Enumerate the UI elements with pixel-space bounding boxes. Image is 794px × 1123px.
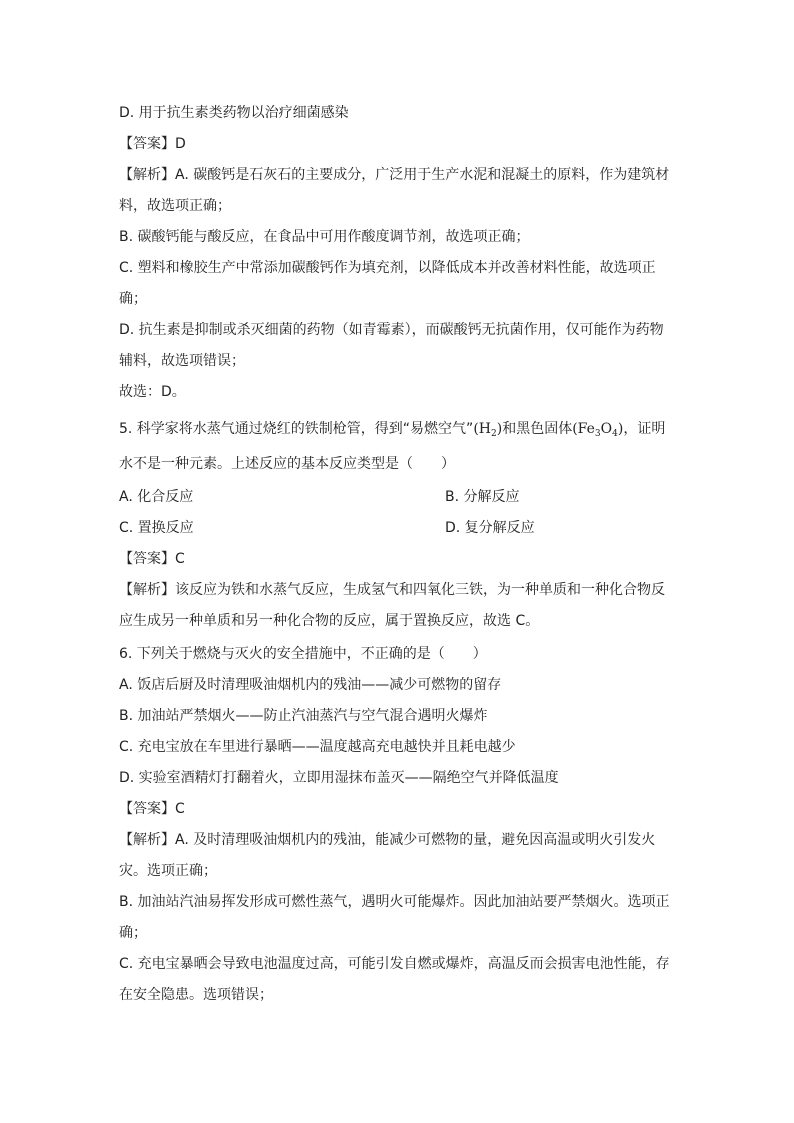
q5-option-a: A. 化合反应	[119, 489, 194, 505]
analysis-4-line-3: B. 碳酸钙能与酸反应，在食品中可用作酸度调节剂，故选项正确；	[119, 229, 530, 245]
analysis-6-line-3: B. 加油站汽油易挥发形成可燃性蒸气，遇明火可能爆炸。因此加油站要严禁烟火。选项正	[119, 894, 670, 910]
answer-label-6: 【答案】C	[119, 801, 185, 817]
o-symbol: O	[600, 421, 613, 437]
analysis-4-line-7: 辅料，故选项错误；	[119, 353, 245, 369]
analysis-4-line-5: 确；	[119, 291, 147, 307]
fe-subscript: 3	[594, 429, 601, 439]
hydrogen-formula: $(H_2)$	[473, 421, 503, 439]
analysis-6-line-2: 灾。选项正确；	[119, 863, 217, 879]
analysis-4-conclusion: 故选：D。	[119, 384, 186, 400]
q5-stem-part-c: ，证明	[623, 421, 666, 437]
analysis-4-line-6: D. 抗生素是抑制或杀灭细菌的药物（如青霉素），而碳酸钙无抗菌作用，仅可能作为药物	[119, 322, 664, 338]
analysis-6-line-4: 确；	[119, 925, 147, 941]
answer-label-5: 【答案】C	[119, 551, 185, 567]
analysis-5-line-1: 【解析】该反应为铁和水蒸气反应，生成氢气和四氧化三铁，为一种单质和一种化合物反	[119, 582, 665, 598]
fe3o4-formula: $(Fe_3O_4)$	[572, 421, 624, 439]
question-6-stem: 6. 下列关于燃烧与灭火的安全措施中，不正确的是（ ）	[119, 646, 487, 662]
analysis-4-line-1: 【解析】A. 碳酸钙是石灰石的主要成分，广泛用于生产水泥和混凝土的原料，作为建筑材	[119, 167, 670, 183]
analysis-6-line-1: 【解析】A. 及时清理吸油烟机内的残油，能减少可燃物的量，避免因高温或明火引发火	[119, 832, 656, 848]
q5-option-c: C. 置换反应	[119, 520, 194, 536]
h-symbol: H	[478, 421, 491, 437]
q5-option-b: B. 分解反应	[445, 489, 520, 505]
o-subscript: 4	[612, 429, 618, 439]
analysis-6-line-5: C. 充电宝暴晒会导致电池温度过高，可能引发自燃或爆炸，高温反而会损害电池性能，存	[119, 956, 670, 972]
question-5-stem-line-2: 水不是一种元素。上述反应的基本反应类型是（ ）	[119, 456, 455, 472]
analysis-6-line-6: 在安全隐患。选项错误；	[119, 987, 273, 1003]
q5-stem-part-b: 和黑色固体	[502, 421, 573, 437]
h-subscript: 2	[491, 429, 497, 439]
q5-stem-part-a: 5. 科学家将水蒸气通过烧红的铁制枪管，得到“易燃空气”	[119, 421, 474, 437]
analysis-4-line-4: C. 塑料和橡胶生产中常添加碳酸钙作为填充剂，以降低成本并改善材料性能，故选项正	[119, 260, 656, 276]
analysis-5-line-2: 应生成另一种单质和另一种化合物的反应，属于置换反应，故选 C。	[119, 613, 540, 629]
answer-label-4: 【答案】D	[119, 136, 186, 152]
q6-option-a: A. 饭店后厨及时清理吸油烟机内的残油——减少可燃物的留存	[119, 677, 502, 693]
option-d-prev: D. 用于抗生素类药物以治疗细菌感染	[119, 105, 349, 121]
fe-symbol: Fe	[577, 421, 595, 437]
q6-option-d: D. 实验室酒精灯打翻着火，立即用湿抹布盖灭——隔绝空气并降低温度	[119, 770, 559, 786]
question-5-stem-line-1	[119, 420, 665, 438]
q6-option-b: B. 加油站严禁烟火——防止汽油蒸汽与空气混合遇明火爆炸	[119, 708, 488, 724]
q6-option-c: C. 充电宝放在车里进行暴晒——温度越高充电越快并且耗电越少	[119, 739, 516, 755]
q5-option-d: D. 复分解反应	[445, 520, 535, 536]
analysis-4-line-2: 料，故选项正确；	[119, 198, 231, 214]
